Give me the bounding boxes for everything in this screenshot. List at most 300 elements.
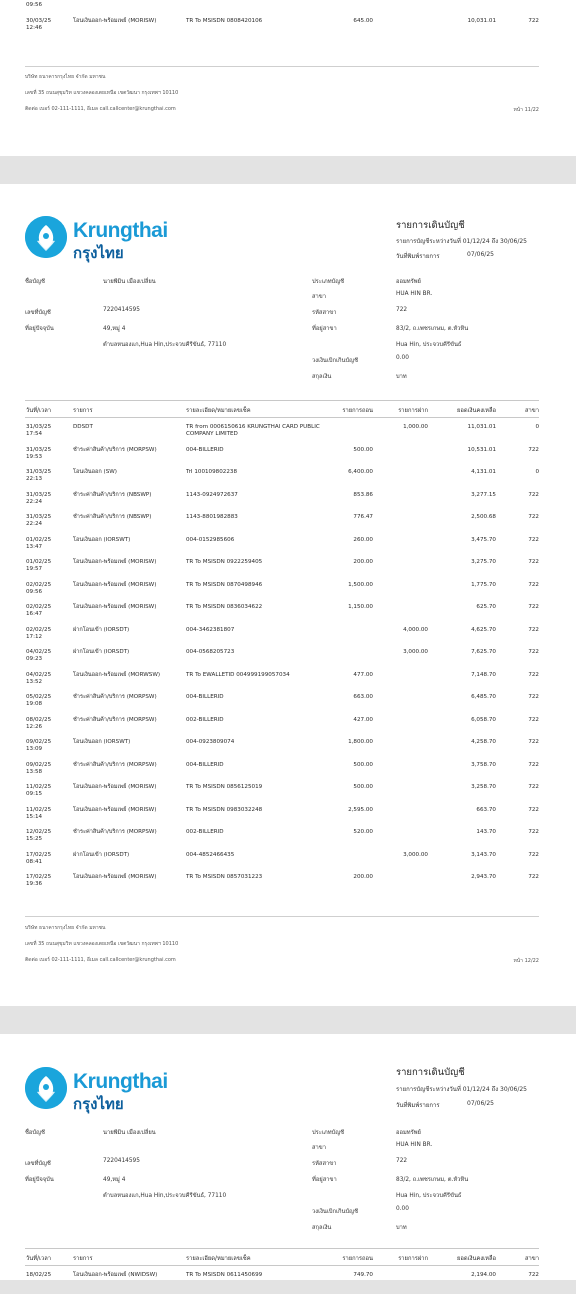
table-row — [25, 874, 539, 896]
txn-time: 15:14 — [26, 813, 43, 820]
brand-name-th: กรุงไทย — [73, 1095, 124, 1113]
txn-withdraw: 500.00 — [353, 446, 373, 453]
txn-withdraw: 200.00 — [353, 559, 373, 565]
branch-code: 722 — [396, 1158, 408, 1164]
col-withdraw: รายการถอน — [342, 408, 373, 414]
account-type-label: ประเภทบัญชี — [312, 1130, 345, 1136]
txn-datetime — [26, 717, 66, 731]
txn-time: 22:24 — [26, 521, 43, 527]
table-row — [25, 0, 539, 17]
txn-withdraw: 749.70 — [353, 1272, 373, 1278]
txn-description: 1143-0924972637 — [186, 491, 238, 498]
address-label: ที่อยู่ปัจจุบัน — [25, 1177, 54, 1183]
txn-date: 02/02/25 — [26, 581, 52, 588]
account-number-label: เลขที่บัญชี — [25, 1161, 51, 1167]
txn-date: 08/02/25 — [26, 716, 52, 723]
txn-balance: 6,485.70 — [471, 694, 496, 700]
col-branch: สาขา — [524, 408, 539, 414]
txn-description: TR To MSISDN 0808420106 — [186, 17, 263, 24]
col-withdraw: รายการถอน — [342, 1256, 373, 1262]
table-row — [25, 694, 539, 716]
col-balance: ยอดเงินคงเหลือ — [457, 1256, 496, 1262]
txn-type: โอนเงินออก (SW) — [73, 469, 117, 475]
table-row — [25, 447, 539, 469]
txn-branch: 722 — [528, 874, 539, 880]
txn-type: โอนเงินออก-พร้อมเพย์ (MORISW) — [73, 784, 157, 790]
txn-type: ชำระค่าสินค้า/บริการ (NBSWP) — [73, 491, 152, 498]
account-number: 7220414595 — [103, 307, 140, 313]
txn-type: โอนเงินออก (IORSWT) — [73, 739, 131, 745]
table-row — [25, 852, 539, 874]
col-branch: สาขา — [524, 1256, 539, 1262]
txn-withdraw: 1,800.00 — [348, 739, 373, 745]
krungthai-logo — [25, 216, 175, 264]
txn-branch: 0 — [535, 424, 539, 430]
txn-withdraw: 645.00 — [353, 17, 373, 24]
overdraft-label: วงเงินเบิกเกินบัญชี — [312, 1209, 359, 1215]
col-desc: รายละเอียด/หมายเลขเช็ค — [186, 1256, 251, 1262]
txn-balance: 2,943.70 — [471, 874, 496, 880]
txn-description — [186, 0, 326, 2]
table-row — [25, 1272, 539, 1294]
table-row — [25, 829, 539, 851]
account-info — [25, 1127, 539, 1231]
bank-emblem-icon — [25, 1067, 67, 1109]
page-13-content — [25, 1034, 539, 1280]
account-name-label: ชื่อบัญชี — [25, 1130, 45, 1136]
statement-period: รายการบัญชีระหว่างวันที่ 01/12/24 ถึง 30/06/25 — [396, 1086, 527, 1093]
txn-balance: 11,031.01 — [467, 424, 496, 430]
txn-type: โอนเงินออก-พร้อมเพย์ (MORISW) — [73, 874, 157, 880]
txn-time: 09:15 — [26, 791, 43, 797]
table-row — [25, 672, 539, 694]
txn-branch: 722 — [528, 761, 539, 768]
txn-type — [73, 0, 157, 2]
txn-type: ชำระค่าสินค้า/บริการ (MORPSW) — [73, 761, 157, 768]
txn-datetime — [26, 1272, 66, 1279]
table-row — [25, 784, 539, 806]
txn-branch: 722 — [528, 649, 539, 655]
txn-withdraw: 477.00 — [353, 671, 373, 678]
footer-contact: ติดต่อ เบอร์ 02-111-1111, อีเมล call.callcenter@krungthai.com — [25, 106, 176, 112]
txn-datetime — [26, 762, 66, 776]
txn-type: ชำระค่าสินค้า/บริการ (MORPSW) — [73, 694, 157, 700]
col-deposit: รายการฝาก — [398, 408, 428, 414]
brand-name-th: กรุงไทย — [73, 244, 124, 262]
txn-date: 11/02/25 — [26, 806, 52, 813]
txn-description: TR To MSISDN 0611450699 — [186, 1272, 263, 1278]
txn-withdraw: 1,150.00 — [348, 604, 373, 610]
table-row — [25, 739, 539, 761]
table-row — [25, 582, 539, 604]
branch-label: สาขา — [312, 294, 327, 300]
txn-balance: 143.70 — [476, 829, 496, 835]
txn-description: 004-0923809074 — [186, 739, 235, 745]
table-row — [25, 762, 539, 784]
account-info — [25, 276, 539, 380]
txn-description: 004-4852466435 — [186, 851, 235, 858]
txn-type: ฝากโอนเข้า (IORSDT) — [73, 649, 130, 655]
page-13-rows — [25, 1272, 539, 1282]
txn-time: 15:25 — [26, 836, 43, 842]
txn-type: โอนเงินออก-พร้อมเพย์ (MORISW) — [73, 559, 157, 565]
txn-datetime — [26, 649, 66, 663]
branch-name: HUA HIN BR. — [396, 291, 433, 297]
txn-date: 31/03/25 — [26, 514, 52, 520]
table-header — [25, 400, 539, 418]
account-number: 7220414595 — [103, 1158, 140, 1164]
txn-description: TR To MSISDN 0922259405 — [186, 559, 263, 565]
txn-balance: 10,031.01 — [467, 17, 496, 24]
txn-deposit: 4,000.00 — [403, 626, 428, 633]
txn-datetime — [26, 852, 66, 866]
txn-time: 17:54 — [26, 431, 43, 437]
col-type: รายการ — [73, 408, 93, 414]
branch-address-1: 83/2, ถ.เพชรเกษม, ต.หัวหิน — [396, 1177, 469, 1183]
print-date: 07/06/25 — [467, 251, 494, 258]
txn-type: ฝากโอนเข้า (IORSDT) — [73, 851, 130, 858]
txn-branch: 722 — [528, 1272, 539, 1278]
account-number-label: เลขที่บัญชี — [25, 310, 51, 316]
currency-label: สกุลเงิน — [312, 1225, 332, 1231]
print-date-label: วันที่พิมพ์รายการ — [396, 1102, 440, 1109]
txn-type: ชำระค่าสินค้า/บริการ (MORPSW) — [73, 829, 157, 835]
txn-datetime — [26, 0, 66, 9]
txn-type: ชำระค่าสินค้า/บริการ (NBSWP) — [73, 514, 152, 520]
txn-description: TR To MSISDN 0870498946 — [186, 581, 263, 588]
txn-description: TrI 100109802238 — [186, 469, 238, 475]
page-number: หน้า 12/22 — [513, 958, 539, 964]
txn-time: 22:13 — [26, 476, 43, 482]
txn-datetime — [26, 874, 66, 888]
print-date: 07/06/25 — [467, 1100, 494, 1107]
statement-title: รายการเดินบัญชี — [396, 1067, 465, 1078]
branch-address-2: Hua Hin, ประจวบคีรีขันธ์ — [396, 342, 462, 348]
overdraft-label: วงเงินเบิกเกินบัญชี — [312, 358, 359, 364]
txn-date: 09/02/25 — [26, 761, 52, 768]
txn-branch: 722 — [528, 626, 539, 633]
print-date-label: วันที่พิมพ์รายการ — [396, 253, 440, 260]
col-date: วันที่/เวลา — [26, 1256, 52, 1262]
txn-date: 11/02/25 — [26, 784, 52, 790]
txn-withdraw: 6,400.00 — [348, 469, 373, 475]
txn-datetime — [26, 784, 66, 798]
page-12-content — [25, 184, 539, 1006]
statement-title: รายการเดินบัญชี — [396, 220, 465, 231]
table-row — [25, 649, 539, 671]
txn-time: 12:26 — [26, 723, 43, 730]
txn-date: 09/02/25 — [26, 739, 52, 745]
txn-date: 17/02/25 — [26, 851, 52, 858]
account-name-label: ชื่อบัญชี — [25, 279, 45, 285]
txn-branch: 0 — [535, 469, 539, 475]
col-deposit: รายการฝาก — [398, 1256, 428, 1262]
branch-label: สาขา — [312, 1145, 327, 1151]
txn-description: TR To MSISDN 0856125019 — [186, 784, 263, 790]
txn-description: 004-0152985606 — [186, 536, 235, 543]
txn-balance: 4,258.70 — [471, 739, 496, 745]
txn-date: 17/02/25 — [26, 874, 52, 880]
txn-description: TR To EWALLETID 004999199057034 — [186, 671, 290, 678]
txn-withdraw: 2,595.00 — [348, 806, 373, 813]
brand-name-en: Krungthai — [73, 219, 168, 242]
txn-branch: 722 — [528, 851, 539, 858]
txn-balance: 1,775.70 — [471, 581, 496, 588]
brand-name-en: Krungthai — [73, 1070, 168, 1093]
txn-datetime — [26, 537, 66, 551]
txn-time: 22:24 — [26, 498, 43, 505]
table-row — [25, 514, 539, 536]
page-number: หน้า 11/22 — [513, 107, 539, 113]
page-12-rows — [25, 424, 539, 904]
txn-branch: 722 — [528, 694, 539, 700]
footer-address: เลขที่ 35 ถนนสุขุมวิท แขวงคลองเตยเหนือ เขตวัฒนา กรุงเทพฯ 10110 — [25, 941, 179, 947]
txn-description: 004-BILLERID — [186, 761, 224, 768]
txn-type: โอนเงินออก-พร้อมเพย์ (MORISW) — [73, 581, 157, 588]
txn-type: DDSDT — [73, 424, 93, 430]
txn-description: 004-BILLERID — [186, 694, 224, 700]
table-row — [25, 627, 539, 649]
txn-datetime — [26, 492, 66, 506]
txn-deposit: 3,000.00 — [403, 851, 428, 858]
txn-datetime — [26, 829, 66, 843]
txn-time: 19:57 — [26, 566, 43, 572]
txn-branch — [528, 0, 539, 2]
txn-balance: 3,275.70 — [471, 559, 496, 565]
txn-description: 004-BILLERID — [186, 446, 224, 453]
txn-withdraw: 853.86 — [353, 491, 373, 498]
txn-withdraw: 500.00 — [353, 784, 373, 790]
col-balance: ยอดเงินคงเหลือ — [457, 408, 496, 414]
txn-time: 09:23 — [26, 656, 43, 662]
branch-code-label: รหัสสาขา — [312, 1161, 337, 1167]
txn-time: 09:56 — [26, 2, 43, 8]
txn-datetime — [26, 447, 66, 461]
footer-contact: ติดต่อ เบอร์ 02-111-1111, อีเมล call.callcenter@krungthai.com — [25, 957, 176, 963]
address-line-2: ตำบลหนองแก,Hua Hin,ประจวบคีรีขันธ์, 77110 — [103, 1193, 227, 1199]
txn-datetime — [26, 582, 66, 596]
txn-withdraw: 260.00 — [353, 536, 373, 543]
txn-datetime — [26, 469, 66, 483]
footer-divider — [25, 916, 539, 917]
txn-time: 08:41 — [26, 858, 43, 865]
col-date: วันที่/เวลา — [26, 408, 52, 414]
krungthai-logo — [25, 1067, 175, 1115]
txn-type: โอนเงินออก-พร้อมเพย์ (MORWSW) — [73, 671, 161, 678]
txn-description: TR To MSISDN 0836034622 — [186, 604, 263, 610]
txn-date: 12/02/25 — [26, 829, 52, 835]
txn-date: 02/02/25 — [26, 604, 52, 610]
table-row — [25, 18, 539, 40]
statement-page-12 — [0, 184, 576, 1006]
txn-deposit: 3,000.00 — [403, 649, 428, 655]
txn-branch: 722 — [528, 829, 539, 835]
txn-time: 09:56 — [26, 588, 43, 595]
txn-balance: 3,475.70 — [471, 536, 496, 543]
txn-balance: 7,148.70 — [471, 671, 496, 678]
footer-divider — [25, 66, 539, 67]
footer-address: เลขที่ 35 ถนนสุขุมวิท แขวงคลองเตยเหนือ เขตวัฒนา กรุงเทพฯ 10110 — [25, 90, 179, 96]
branch-address-label: ที่อยู่สาขา — [312, 326, 337, 332]
txn-time: 19:08 — [26, 701, 43, 707]
txn-date: 04/02/25 — [26, 671, 52, 678]
table-row — [25, 424, 539, 446]
account-name: นายพีมิน เมืองเปลี่ยน — [103, 1130, 156, 1136]
txn-branch: 722 — [528, 671, 539, 678]
txn-branch: 722 — [528, 581, 539, 588]
txn-withdraw: 427.00 — [353, 716, 373, 723]
txn-description: 004-3462381807 — [186, 626, 235, 633]
txn-balance: 10,531.01 — [467, 446, 496, 453]
txn-type: ชำระค่าสินค้า/บริการ (MORPSW) — [73, 446, 157, 453]
txn-datetime — [26, 672, 66, 686]
txn-time: 13:58 — [26, 768, 43, 775]
table-row — [25, 537, 539, 559]
table-row — [25, 717, 539, 739]
overdraft-value: 0.00 — [396, 355, 409, 361]
txn-balance: 6,058.70 — [471, 716, 496, 723]
txn-withdraw: 1,500.00 — [348, 581, 373, 588]
txn-description: TR To MSISDN 0857031223 — [186, 874, 263, 880]
statement-page-11 — [0, 0, 576, 156]
txn-time: 19:53 — [26, 453, 43, 460]
txn-type: โอนเงินออก (IORSWT) — [73, 536, 131, 543]
branch-code: 722 — [396, 307, 408, 313]
txn-type: โอนเงินออก-พร้อมเพย์ (MORISW) — [73, 17, 157, 24]
address-label: ที่อยู่ปัจจุบัน — [25, 326, 54, 332]
footer-company: บริษัท ธนาคารกรุงไทย จำกัด มหาชน — [25, 925, 106, 931]
currency-value: บาท — [396, 1225, 407, 1231]
txn-balance: 3,277.15 — [471, 491, 496, 498]
table-row — [25, 469, 539, 491]
txn-datetime — [26, 627, 66, 641]
txn-description: 1143-8801982883 — [186, 514, 238, 520]
txn-datetime — [26, 604, 66, 618]
table-row — [25, 492, 539, 514]
txn-date: 18/02/25 — [26, 1272, 52, 1278]
txn-branch: 722 — [528, 806, 539, 813]
txn-time: 13:09 — [26, 746, 43, 752]
col-type: รายการ — [73, 1256, 93, 1262]
txn-branch: 722 — [528, 739, 539, 745]
txn-type: ฝากโอนเข้า (IORSDT) — [73, 626, 130, 633]
txn-type: โอนเงินออก-พร้อมเพย์ (MORISW) — [73, 806, 157, 813]
branch-name: HUA HIN BR. — [396, 1142, 433, 1148]
txn-balance: 663.70 — [476, 806, 496, 813]
txn-withdraw: 776.47 — [353, 514, 373, 520]
txn-datetime — [26, 739, 66, 753]
col-desc: รายละเอียด/หมายเลขเช็ค — [186, 408, 251, 414]
txn-balance: 4,131.01 — [471, 469, 496, 475]
txn-description: 002-BILLERID — [186, 716, 224, 723]
txn-datetime — [26, 807, 66, 821]
txn-date: 02/02/25 — [26, 626, 52, 633]
txn-datetime — [26, 514, 66, 528]
txn-branch: 722 — [528, 446, 539, 453]
txn-time: 13:52 — [26, 678, 43, 685]
table-row — [25, 807, 539, 829]
txn-withdraw: 500.00 — [353, 761, 373, 768]
txn-time: 16:47 — [26, 611, 43, 617]
table-row — [25, 604, 539, 626]
txn-time: 19:36 — [26, 881, 43, 887]
branch-address-label: ที่อยู่สาขา — [312, 1177, 337, 1183]
table-row — [25, 559, 539, 581]
txn-deposit: 1,000.00 — [403, 424, 428, 430]
page-11-rows — [25, 0, 539, 45]
txn-type: ชำระค่าสินค้า/บริการ (MORPSW) — [73, 716, 157, 723]
txn-time: 17:12 — [26, 633, 43, 640]
branch-address-2: Hua Hin, ประจวบคีรีขันธ์ — [396, 1193, 462, 1199]
txn-datetime — [26, 694, 66, 708]
address-line-1: 49,หมู่ 4 — [103, 1177, 126, 1183]
txn-datetime — [26, 424, 66, 438]
txn-balance: 625.70 — [476, 604, 496, 610]
txn-date: 31/03/25 — [26, 446, 52, 453]
txn-description: 004-0568205723 — [186, 649, 235, 655]
txn-date: 31/03/25 — [26, 469, 52, 475]
txn-branch: 722 — [528, 716, 539, 723]
statement-page-13 — [0, 1034, 576, 1280]
txn-branch: 722 — [528, 784, 539, 790]
txn-balance: 2,194.00 — [471, 1272, 496, 1278]
table-header — [25, 1248, 539, 1266]
txn-branch: 722 — [528, 559, 539, 565]
footer-company: บริษัท ธนาคารกรุงไทย จำกัด มหาชน — [25, 74, 106, 80]
txn-balance: 4,625.70 — [471, 626, 496, 633]
page-11-content — [25, 0, 539, 156]
txn-date: 31/03/25 — [26, 424, 52, 430]
txn-branch: 722 — [528, 514, 539, 520]
txn-datetime — [26, 18, 66, 32]
txn-description: TR from 0006150616 KRUNGTHAI CARD PUBLIC COMPANY LIMITED — [186, 424, 320, 437]
txn-time: 12:46 — [26, 24, 43, 31]
txn-description: TR To MSISDN 0983032248 — [186, 806, 263, 813]
txn-description: 002-BILLERID — [186, 829, 224, 835]
txn-branch: 722 — [528, 491, 539, 498]
account-type: ออมทรัพย์ — [396, 279, 421, 285]
txn-branch: 722 — [528, 536, 539, 543]
txn-balance: 3,758.70 — [471, 761, 496, 768]
txn-branch: 722 — [528, 17, 539, 24]
account-type: ออมทรัพย์ — [396, 1130, 421, 1136]
address-line-1: 49,หมู่ 4 — [103, 326, 126, 332]
txn-date: 01/02/25 — [26, 536, 52, 543]
txn-balance: 3,143.70 — [471, 851, 496, 858]
txn-date: 30/03/25 — [26, 17, 52, 24]
statement-period: รายการบัญชีระหว่างวันที่ 01/12/24 ถึง 30/06/25 — [396, 238, 527, 245]
branch-code-label: รหัสสาขา — [312, 310, 337, 316]
txn-balance: 7,625.70 — [471, 649, 496, 655]
txn-time: 13:47 — [26, 543, 43, 550]
currency-label: สกุลเงิน — [312, 374, 332, 380]
currency-value: บาท — [396, 374, 407, 380]
txn-type: โอนเงินออก-พร้อมเพย์ (NWIDSW) — [73, 1272, 158, 1278]
address-line-2: ตำบลหนองแก,Hua Hin,ประจวบคีรีขันธ์, 77110 — [103, 342, 227, 348]
account-type-label: ประเภทบัญชี — [312, 279, 345, 285]
txn-date: 04/02/25 — [26, 649, 52, 655]
overdraft-value: 0.00 — [396, 1206, 409, 1212]
account-name: นายพีมิน เมืองเปลี่ยน — [103, 279, 156, 285]
txn-withdraw: 663.00 — [353, 694, 373, 700]
txn-date: 31/03/25 — [26, 491, 52, 498]
txn-withdraw — [357, 0, 373, 2]
txn-datetime — [26, 559, 66, 573]
branch-address-1: 83/2, ถ.เพชรเกษม, ต.หัวหิน — [396, 326, 469, 332]
txn-type: โอนเงินออก-พร้อมเพย์ (MORISW) — [73, 604, 157, 610]
txn-date: 01/02/25 — [26, 559, 52, 565]
txn-balance — [468, 0, 496, 2]
